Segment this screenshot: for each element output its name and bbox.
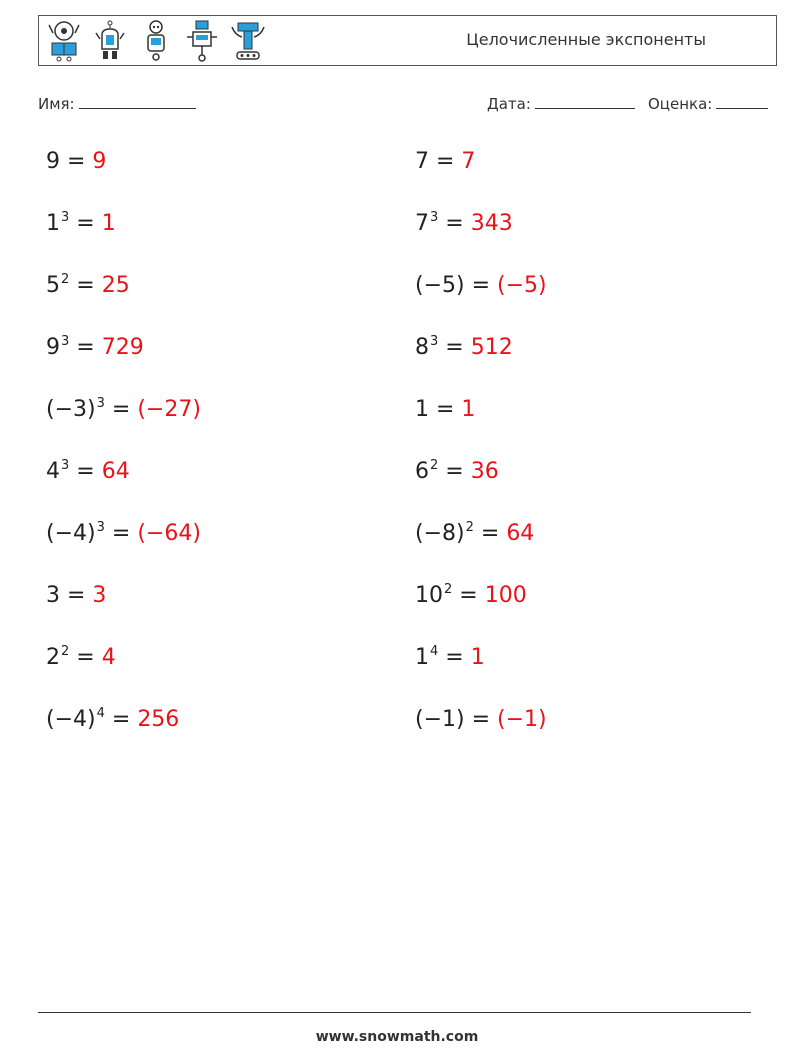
problem-base: (−1): [415, 707, 465, 732]
problem-exponent: 3: [61, 458, 70, 473]
problem-base: (−3): [46, 397, 96, 422]
problem-base: 1: [415, 645, 429, 670]
problem-answer: 100: [484, 583, 527, 608]
date-field: [487, 94, 635, 113]
header-box: [38, 15, 777, 66]
problem-answer: 1: [470, 645, 485, 670]
problem-item: 9 = 9: [46, 149, 107, 174]
problem-answer: 343: [470, 211, 513, 236]
footer-divider: [38, 1012, 751, 1013]
problem-exponent: 2: [61, 272, 70, 287]
problem-item: 1 = 1: [415, 397, 476, 422]
problem-base: 4: [46, 459, 60, 484]
problem-exponent: 3: [61, 334, 70, 349]
problem-exponent: 3: [430, 210, 439, 225]
problem-answer: 512: [470, 335, 513, 360]
problem-answer: 64: [506, 521, 535, 546]
problem-answer: 1: [461, 397, 476, 422]
problem-base: 10: [415, 583, 443, 608]
problem-item: $(-3)^3 = (-27)$: [46, 396, 201, 422]
robot-icon-2: [91, 19, 129, 63]
grade-field: [648, 94, 768, 113]
problem-exponent: 3: [96, 396, 105, 411]
problem-base: 5: [46, 273, 60, 298]
problem-exponent: 3: [61, 210, 70, 225]
problem-answer: 7: [461, 149, 476, 174]
problem-item: $(-8)^2 = 64$: [415, 520, 535, 546]
problem-base: 1: [46, 211, 60, 236]
problem-base: 8: [415, 335, 429, 360]
problem-item: $1^3 = 1$: [46, 210, 116, 236]
problem-item: $8^3 = 512$: [415, 334, 513, 360]
problem-base: 3: [46, 583, 60, 608]
robot-icon-4: [183, 19, 221, 63]
problem-answer: 64: [101, 459, 130, 484]
problem-base: 9: [46, 149, 60, 174]
robot-icon-1: [45, 19, 83, 63]
problem-exponent: 2: [465, 520, 474, 535]
date-blank: [535, 94, 635, 109]
problem-item: 7 = 7: [415, 149, 476, 174]
problem-base: (−4): [46, 707, 96, 732]
problem-base: (−8): [415, 521, 465, 546]
problem-answer: 25: [101, 273, 130, 298]
robot-icons: [45, 19, 267, 63]
problem-exponent: 3: [430, 334, 439, 349]
problem-exponent: 2: [444, 582, 453, 597]
worksheet-title: Целочисленные экспоненты: [466, 30, 706, 49]
footer-url: www.snowmath.com: [315, 1029, 479, 1045]
name-field: [38, 94, 196, 113]
problem-exponent: 4: [430, 644, 439, 659]
problem-base: 7: [415, 211, 429, 236]
problem-base: 6: [415, 459, 429, 484]
problem-base: 9: [46, 335, 60, 360]
problem-exponent: 2: [430, 458, 439, 473]
problem-item: $9^3 = 729$: [46, 334, 144, 360]
problem-answer: (−5): [497, 273, 547, 298]
problem-item: $2^2 = 4$: [46, 644, 116, 670]
problem-item: $(-4)^3 = (-64)$: [46, 520, 201, 546]
problem-base: 7: [415, 149, 429, 174]
problem-answer: 729: [101, 335, 144, 360]
problem-exponent: 2: [61, 644, 70, 659]
problem-answer: 3: [92, 583, 107, 608]
problem-item: $(-4)^4 = 256$: [46, 706, 180, 732]
name-blank: [79, 94, 196, 109]
robot-icon-3: [137, 19, 175, 63]
problem-answer: (−27): [137, 397, 201, 422]
problem-item: $6^2 = 36$: [415, 458, 499, 484]
problem-item: (−1) = (−1): [415, 707, 547, 732]
problem-exponent: 3: [96, 520, 105, 535]
grade-blank: [716, 94, 768, 109]
problem-item: $4^3 = 64$: [46, 458, 130, 484]
problem-answer: (−64): [137, 521, 201, 546]
problem-item: 3 = 3: [46, 583, 107, 608]
problem-answer: 9: [92, 149, 107, 174]
problem-item: $1^4 = 1$: [415, 644, 485, 670]
grade-label: Оценка:: [648, 95, 713, 113]
problem-exponent: 4: [96, 706, 105, 721]
problem-item: (−5) = (−5): [415, 273, 547, 298]
problem-answer: (−1): [497, 707, 547, 732]
problem-base: 1: [415, 397, 429, 422]
name-label: Имя:: [38, 95, 75, 113]
problem-item: $5^2 = 25$: [46, 272, 130, 298]
problem-base: 2: [46, 645, 60, 670]
date-label: Дата:: [487, 95, 531, 113]
problem-answer: 1: [101, 211, 116, 236]
problem-grid: [46, 143, 766, 763]
problem-answer: 36: [470, 459, 499, 484]
problem-answer: 4: [101, 645, 116, 670]
robot-icon-5: [229, 19, 267, 63]
problem-answer: 256: [137, 707, 180, 732]
problem-item: $7^3 = 343$: [415, 210, 513, 236]
problem-base: (−4): [46, 521, 96, 546]
problem-base: (−5): [415, 273, 465, 298]
problem-item: $10^2 = 100$: [415, 582, 527, 608]
